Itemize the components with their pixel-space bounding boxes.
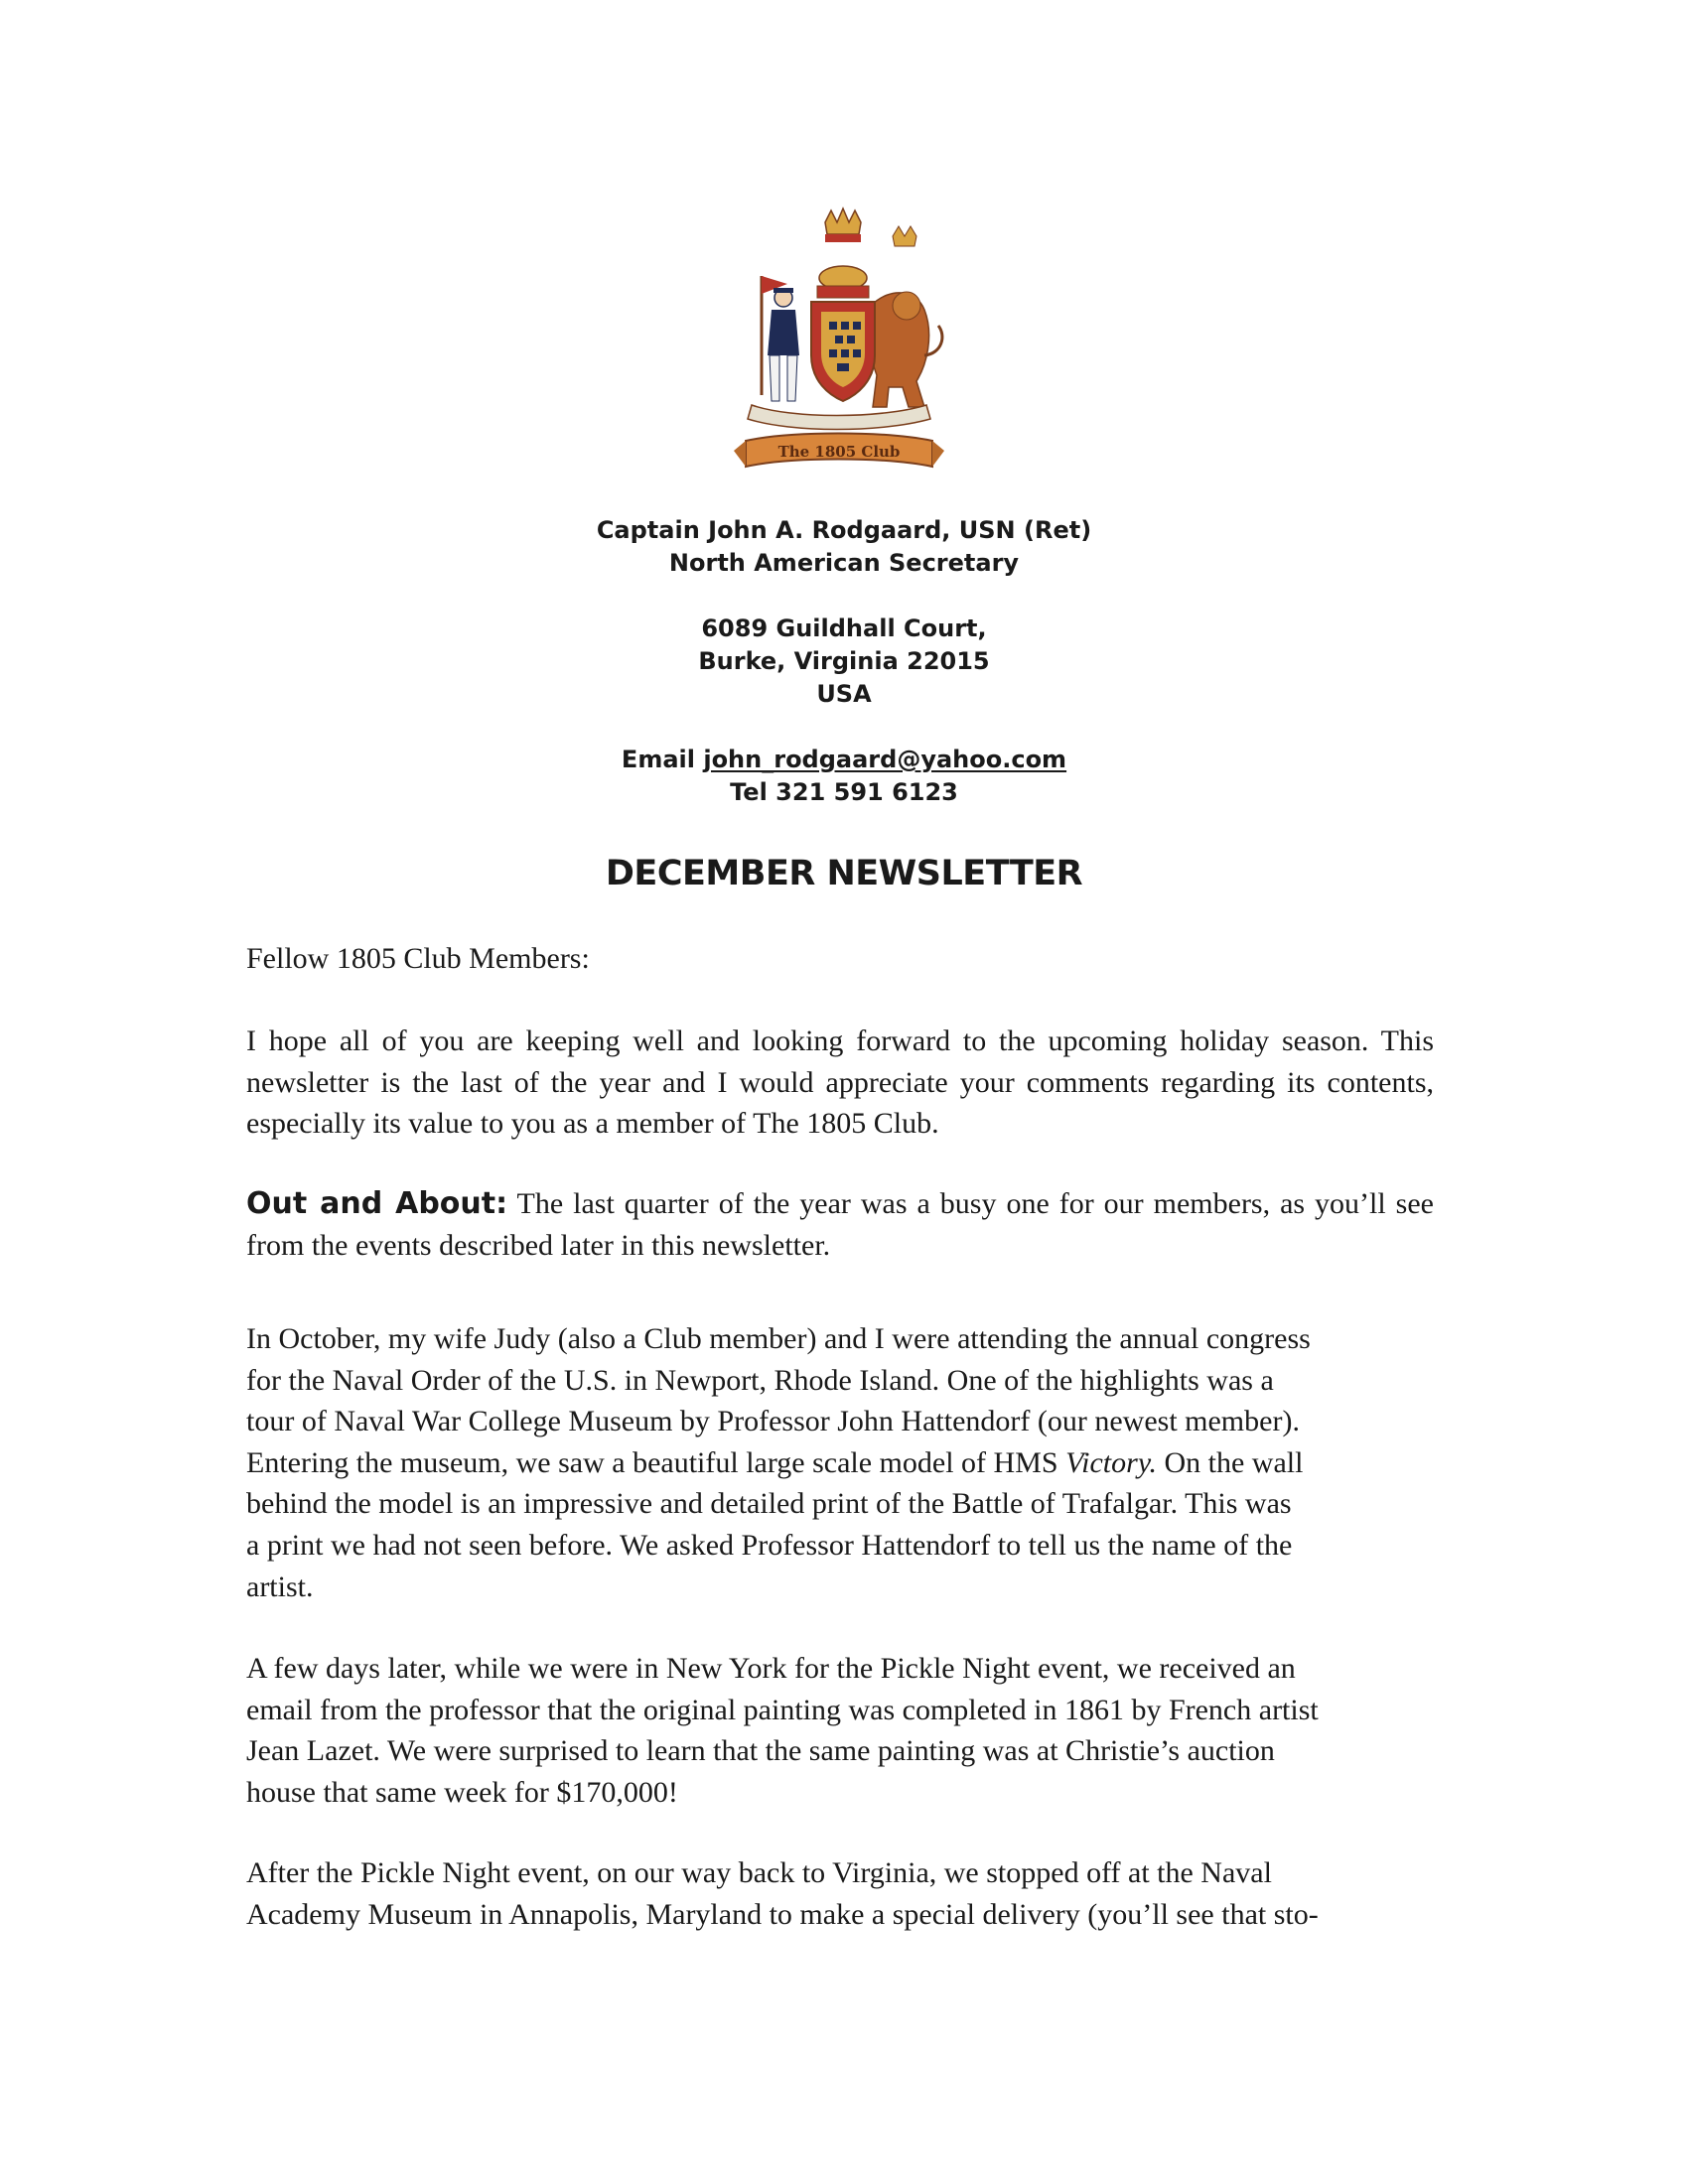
salutation-text: Fellow 1805 Club Members:: [246, 942, 590, 975]
paragraph-line: artist.: [246, 1570, 314, 1603]
paragraph-line: In October, my wife Judy (also a Club member) and I were attending the annual congress: [246, 1322, 1311, 1355]
banner-text: The 1805 Club: [777, 443, 901, 461]
annapolis-paragraph: [246, 1852, 1434, 1935]
paragraph-line: tour of Naval War College Museum by Professor John Hattendorf (our newest member).: [246, 1405, 1300, 1438]
contact-header: [0, 514, 1688, 809]
line-segment: On the wall: [1156, 1445, 1304, 1479]
sender-name: Captain John A. Rodgaard, USN (Ret): [596, 516, 1092, 544]
out-and-about-heading: Out and About:: [246, 1186, 508, 1221]
ship-name: Victory.: [1065, 1445, 1157, 1479]
email-line: [0, 744, 1688, 776]
paragraph-line: behind the model is an impressive and detailed print of the Battle of Trafalgar. This was: [246, 1487, 1292, 1521]
salutation: [246, 938, 1434, 980]
telephone: Tel 321 591 6123: [730, 778, 958, 806]
address-line-2: Burke, Virginia 22015: [698, 647, 990, 675]
paragraph-line: [246, 1442, 1434, 1484]
sender-role: North American Secretary: [668, 549, 1020, 577]
address-country: USA: [816, 680, 872, 708]
paragraph-line: Jean Lazet. We were surprised to learn that the same painting was at Christie’s auction: [246, 1734, 1275, 1768]
address-line-1: 6089 Guildhall Court,: [701, 614, 987, 642]
sailor-figure: [768, 288, 799, 401]
crest-logo: [722, 206, 954, 478]
october-paragraph: [246, 1318, 1434, 1607]
paragraph-line: for the Naval Order of the U.S. in Newport, Rhode Island. One of the highlights was a: [246, 1363, 1274, 1397]
email-link[interactable]: john_rodgaard@yahoo.com: [703, 746, 1067, 773]
paragraph-line: a print we had not seen before. We asked Professor Hattendorf to tell us the name of the: [246, 1528, 1293, 1562]
newsletter-title: DECEMBER NEWSLETTER: [605, 854, 1083, 893]
club-banner: [734, 434, 944, 468]
crown-icon: [825, 208, 861, 242]
intro-paragraph: [246, 1021, 1434, 1145]
shield-icon: [811, 302, 875, 401]
paragraph-line: Academy Museum in Annapolis, Maryland to make a special delivery (you’ll see that sto-: [246, 1897, 1319, 1931]
paragraph-line: A few days later, while we were in New York for the Pickle Night event, we received an: [246, 1652, 1296, 1685]
crest-logo-image: [722, 206, 954, 478]
intro-text: I hope all of you are keeping well and looking forward to the upcoming holiday season. This newsletter is the last of the year and I would appreciate your comments regarding its contents, especially its value to you as a member of The 1805 Club.: [246, 1024, 1434, 1141]
line-segment: Entering the museum, we saw a beautiful large scale model of HMS: [246, 1445, 1066, 1479]
lion-figure: [869, 292, 942, 407]
out-and-about-paragraph: [246, 1183, 1434, 1266]
paragraph-line: email from the professor that the original painting was completed in 1861 by French artist: [246, 1693, 1319, 1726]
email-label: Email: [621, 746, 695, 773]
pickle-night-paragraph: [246, 1648, 1434, 1813]
paragraph-line: After the Pickle Night event, on our way back to Virginia, we stopped off at the Naval: [246, 1856, 1272, 1889]
paragraph-line: house that same week for $170,000!: [246, 1775, 678, 1809]
out-and-about-text: The last quarter of the year was a busy one for our members, as you’ll see from the events described later in this newsletter.: [246, 1187, 1434, 1262]
